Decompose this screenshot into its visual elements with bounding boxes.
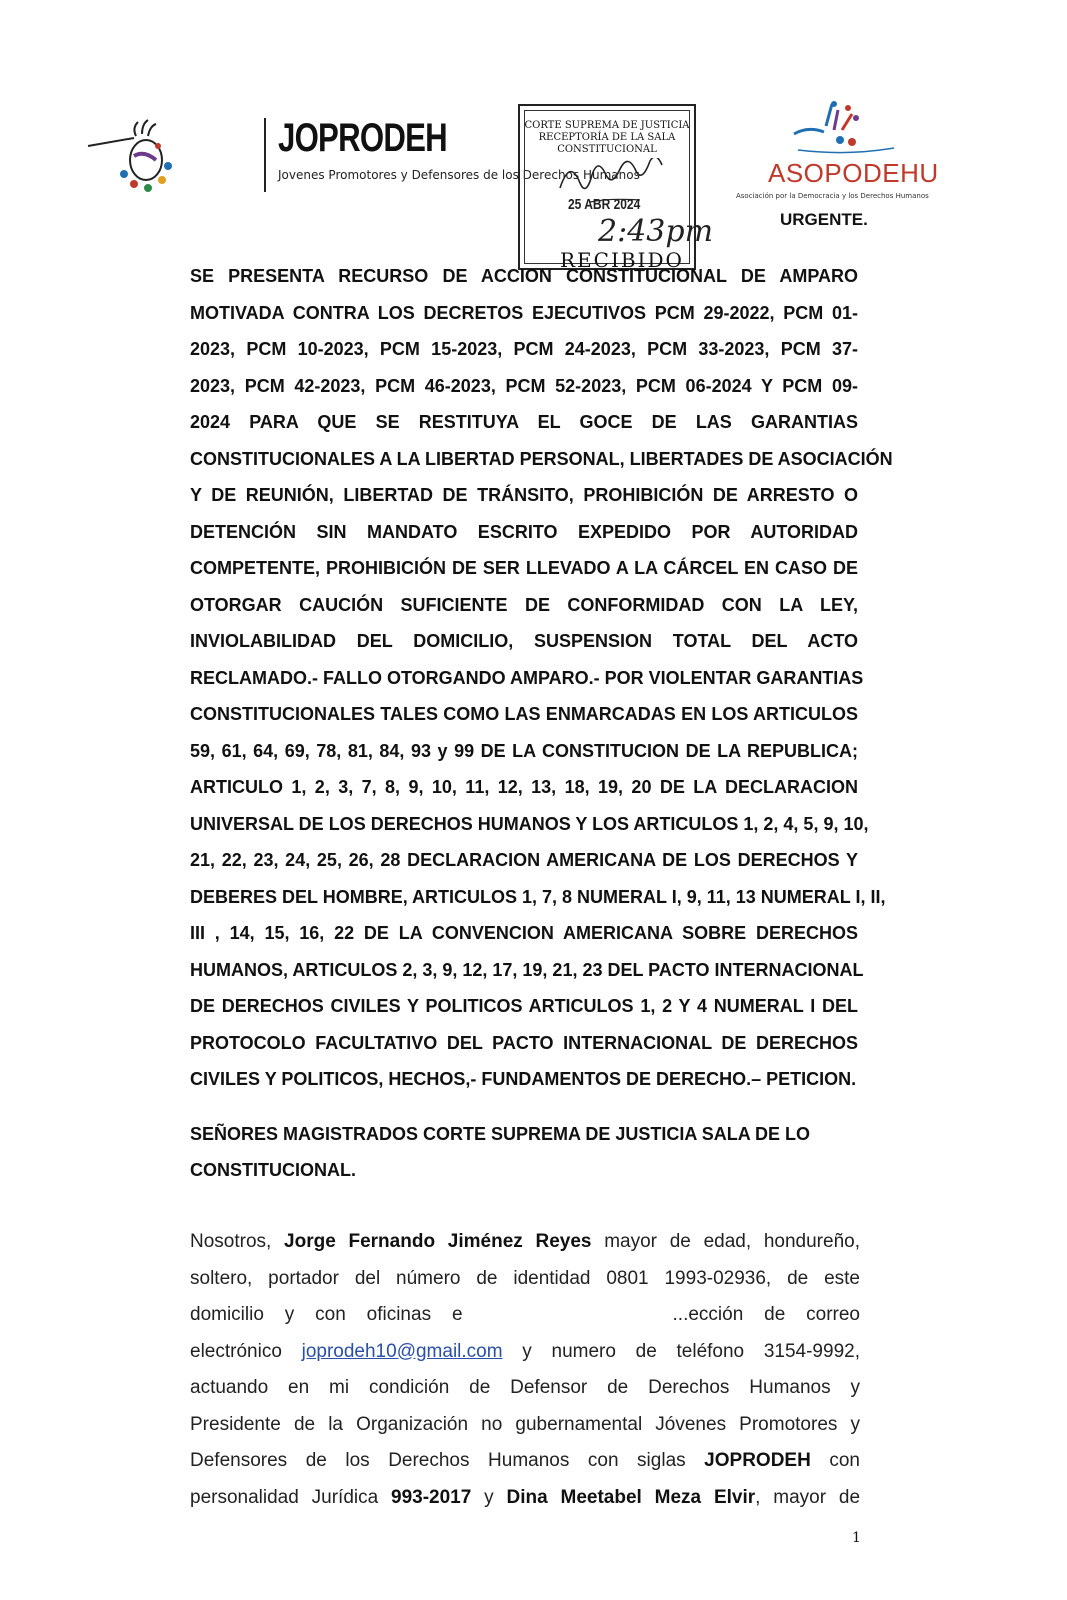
body-line bbox=[190, 1483, 860, 1520]
heading-line: UNIVERSAL DE LOS DERECHOS HUMANOS Y LOS ARTICULOS 1, 2, 4, 5, 9, 10, bbox=[190, 813, 869, 834]
body-text: , mayor de bbox=[755, 1486, 861, 1508]
body-text: y numero de teléfono 3154-9992, bbox=[502, 1340, 860, 1362]
heading-line: RECLAMADO.- FALLO OTORGANDO AMPARO.- POR VIOLENTAR GARANTIAS bbox=[190, 667, 864, 688]
body-line bbox=[190, 1446, 860, 1483]
heading-line: PROTOCOLO FACULTATIVO DEL PACTO INTERNACIONAL DE DERECHOS bbox=[190, 1032, 858, 1053]
asopodehu-name: ASOPODEHU bbox=[768, 158, 939, 188]
body-line bbox=[190, 1300, 860, 1337]
body-line: soltero, portador del número de identidad 0801 1993-02936, de este bbox=[190, 1267, 860, 1289]
body-text: Defensores de los Derechos Humanos con siglas bbox=[190, 1450, 705, 1471]
stamp-line-3: CONSTITUCIONAL bbox=[557, 144, 657, 155]
body-text: Nosotros, bbox=[190, 1231, 285, 1252]
heading-line: ARTICULO 1, 2, 3, 7, 8, 9, 10, 11, 12, 13, 18, 19, 20 DE LA DECLARACION bbox=[190, 777, 858, 797]
asopodehu-logo bbox=[730, 96, 970, 206]
heading-line: 21, 22, 23, 24, 25, 26, 28 DECLARACION AMERICANA DE LOS DERECHOS Y bbox=[190, 850, 858, 870]
body-line: actuando en mi condición de Defensor de Derechos Humanos y bbox=[190, 1377, 860, 1398]
heading-line: COMPETENTE, PROHIBICIÓN DE SER LLEVADO A LA CÁRCEL EN CASO DE bbox=[190, 558, 858, 578]
document-heading bbox=[190, 262, 893, 1102]
joprodeh-name: JOPRODEH bbox=[278, 116, 447, 160]
stamp-date: 25 ABR 2024 bbox=[568, 196, 641, 213]
asopodehu-emblem-icon bbox=[730, 96, 970, 160]
second-petitioner-name: Dina Meetabel Meza Elvir bbox=[506, 1486, 756, 1508]
petitioner-name: Jorge Fernando Jiménez Reyes bbox=[284, 1231, 592, 1252]
heading-line: SE PRESENTA RECURSO DE ACCION CONSTITUCIONAL DE AMPARO bbox=[190, 266, 858, 286]
asopodehu-subtitle: Asociación por la Democracia y los Derechos Humanos bbox=[736, 192, 929, 200]
urgent-label: URGENTE. bbox=[780, 210, 868, 229]
heading-line: Y DE REUNIÓN, LIBERTAD DE TRÁNSITO, PROHIBICIÓN DE ARRESTO O bbox=[190, 485, 858, 505]
body-line bbox=[190, 1227, 860, 1264]
body-text: personalidad Jurídica bbox=[190, 1486, 392, 1508]
heading-line: MOTIVADA CONTRA LOS DECRETOS EJECUTIVOS PCM 29-2022, PCM 01- bbox=[190, 302, 858, 323]
page-number: 1 bbox=[852, 1530, 861, 1546]
heading-line: INVIOLABILIDAD DEL DOMICILIO, SUSPENSION TOTAL DEL ACTO bbox=[190, 631, 858, 651]
body-text: electrónico bbox=[190, 1340, 302, 1362]
logo-divider bbox=[264, 118, 266, 192]
body-text: y bbox=[471, 1486, 507, 1508]
stamp-line-2: RECEPTORÍA DE LA SALA bbox=[538, 132, 676, 143]
heading-line: HUMANOS, ARTICULOS 2, 3, 9, 12, 17, 19, 21, 23 DEL PACTO INTERNACIONAL bbox=[190, 959, 864, 980]
addressee bbox=[190, 1120, 858, 1192]
stamp-time: 2:43pm bbox=[598, 214, 714, 249]
heading-line: 2023, PCM 10-2023, PCM 15-2023, PCM 24-2023, PCM 33-2023, PCM 37- bbox=[190, 339, 858, 359]
heading-line: 2024 PARA QUE SE RESTITUYA EL GOCE DE LAS GARANTIAS bbox=[190, 412, 858, 432]
body-paragraph bbox=[190, 1227, 860, 1519]
addressee-line: SEÑORES MAGISTRADOS CORTE SUPREMA DE JUSTICIA SALA DE LO bbox=[190, 1124, 811, 1144]
email-link[interactable]: joprodeh10@gmail.com bbox=[301, 1340, 503, 1362]
heading-line: CIVILES Y POLITICOS, HECHOS,- FUNDAMENTOS DE DERECHO.– PETICION. bbox=[190, 1069, 857, 1089]
handprint-icon bbox=[86, 116, 261, 198]
org-acronym: JOPRODEH bbox=[704, 1450, 811, 1471]
body-line bbox=[190, 1337, 860, 1374]
joprodeh-subtitle: Jovenes Promotores y Defensores de los Derechos Humanos bbox=[278, 168, 640, 182]
heading-line: DETENCIÓN SIN MANDATO ESCRITO EXPEDIDO POR AUTORIDAD bbox=[190, 521, 858, 542]
heading-line: DE DERECHOS CIVILES Y POLITICOS ARTICULOS 1, 2 Y 4 NUMERAL I DEL bbox=[190, 996, 858, 1016]
stamp-line-1: CORTE SUPREMA DE JUSTICIA bbox=[524, 120, 690, 131]
addressee-line: CONSTITUCIONAL. bbox=[190, 1160, 356, 1180]
heading-line: 59, 61, 64, 69, 78, 81, 84, 93 y 99 DE LA CONSTITUCION DE LA REPUBLICA; bbox=[190, 740, 858, 761]
reception-stamp bbox=[518, 104, 714, 272]
heading-line: DEBERES DEL HOMBRE, ARTICULOS 1, 7, 8 NUMERAL I, 9, 11, 13 NUMERAL I, II, bbox=[190, 886, 886, 907]
body-line: Presidente de la Organización no gubernamental Jóvenes Promotores y bbox=[190, 1413, 860, 1435]
body-text: mayor de edad, hondureño, bbox=[591, 1231, 860, 1252]
heading-line: CONSTITUCIONALES A LA LIBERTAD PERSONAL, LIBERTADES DE ASOCIACIÓN bbox=[190, 448, 893, 469]
body-text: con bbox=[810, 1450, 860, 1471]
body-text: ...ección de correo bbox=[672, 1304, 860, 1325]
stamp-received: RECIBIDO bbox=[560, 248, 684, 272]
body-text: domicilio y con oficinas e bbox=[190, 1304, 463, 1325]
heading-line: CONSTITUCIONALES TALES COMO LAS ENMARCADAS EN LOS ARTICULOS bbox=[190, 704, 858, 724]
heading-line: 2023, PCM 42-2023, PCM 46-2023, PCM 52-2023, PCM 06-2024 Y PCM 09- bbox=[190, 375, 858, 396]
heading-line: III , 14, 15, 16, 22 DE LA CONVENCION AMERICANA SOBRE DERECHOS bbox=[190, 923, 858, 943]
legal-registration: 993-2017 bbox=[391, 1486, 472, 1508]
heading-line: OTORGAR CAUCIÓN SUFICIENTE DE CONFORMIDAD CON LA LEY, bbox=[190, 594, 858, 615]
